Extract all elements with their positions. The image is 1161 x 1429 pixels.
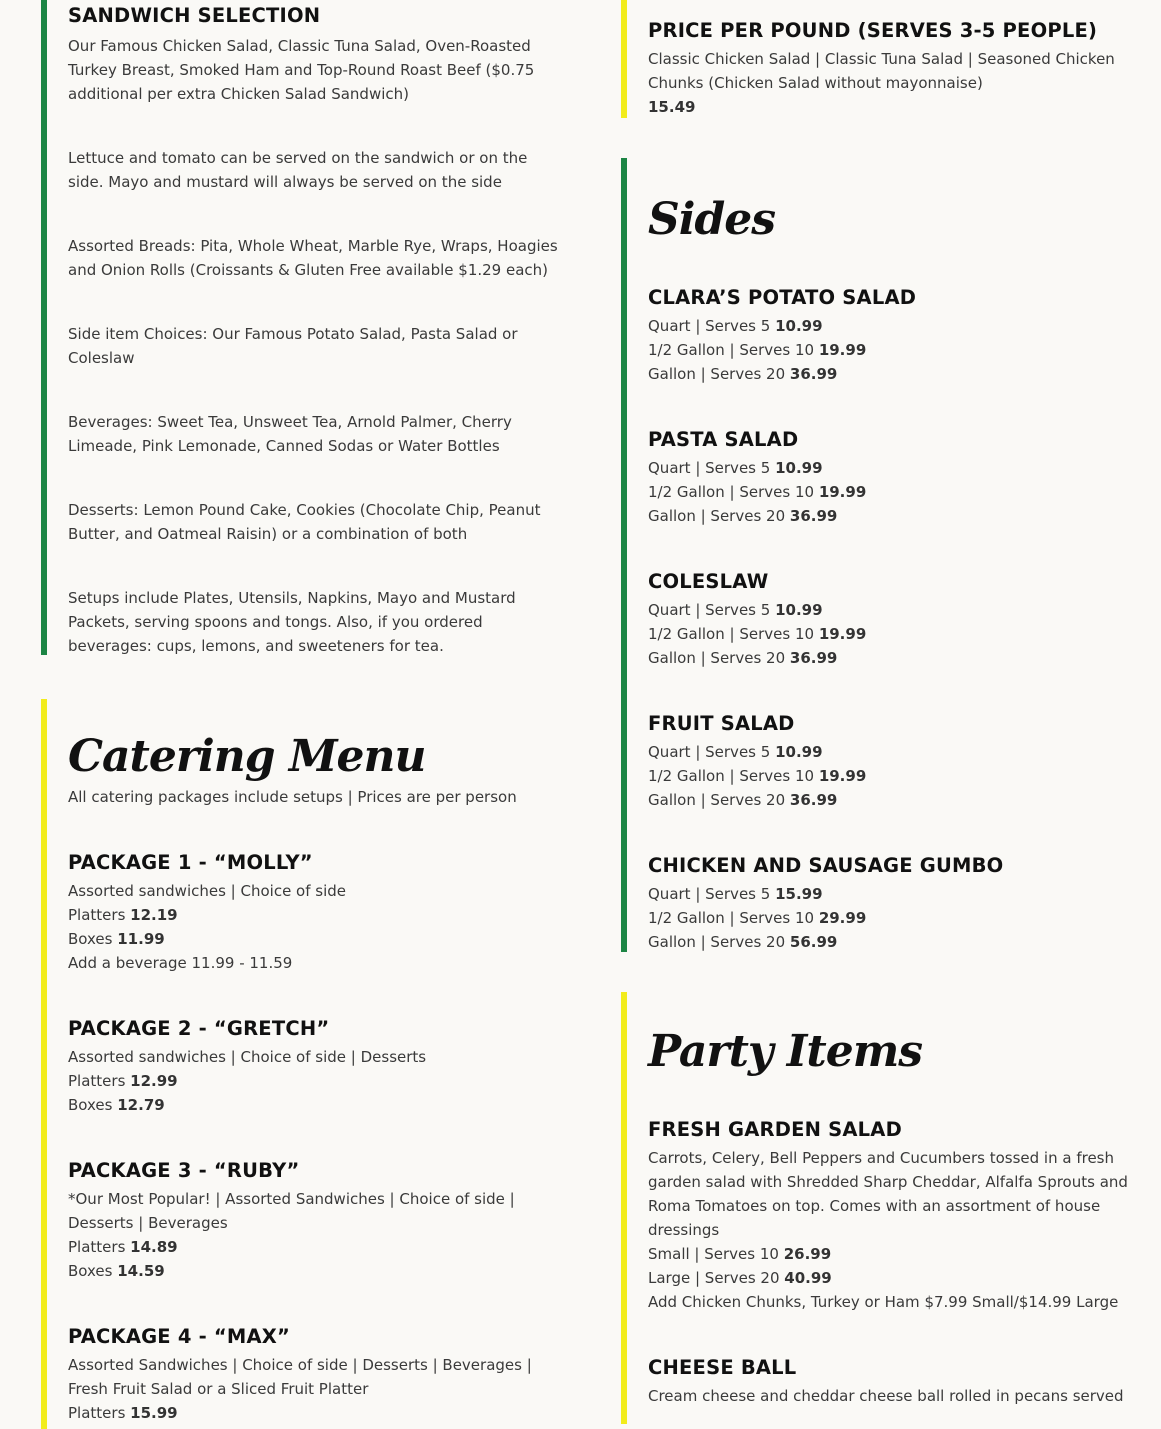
price-per-pound-desc: Classic Chicken Salad | Classic Tuna Salad | Seasoned Chicken Chunks (Chicken Salad without mayonnaise) [648,50,1115,92]
package-title: PACKAGE 2 - “GRETCH” [68,1017,330,1040]
catering-menu-section [41,699,561,1429]
price-value: 14.59 [117,1262,165,1280]
price-label: Large | Serves 20 [648,1269,780,1287]
price-value: 29.99 [818,909,867,927]
party-items-section [621,992,1141,1424]
package-desc: Assorted sandwiches | Choice of side | Desserts [68,1048,427,1066]
sandwich-paragraph: Beverages: Sweet Tea, Unsweet Tea, Arnold Palmer, Cherry Limeade, Pink Lemonade, Canned Sodas or Water Bottles [68,413,512,455]
price-line [648,764,1141,788]
package-desc: Assorted Sandwiches | Choice of side | Desserts | Beverages | Fresh Fruit Salad or a Sliced Fruit Platter [68,1356,532,1398]
price-label: 1/2 Gallon | Serves 10 [648,625,815,643]
sides-heading: Sides [648,194,776,245]
price-line [68,1069,561,1093]
price-label: Gallon | Serves 20 [648,649,786,667]
side-item-title: COLESLAW [648,570,769,593]
price-label: Quart | Serves 5 [648,459,771,477]
price-line [648,622,1141,646]
sandwich-paragraph: Lettuce and tomato can be served on the sandwich or on the side. Mayo and mustard will always be served on the side [68,149,528,191]
package-title: PACKAGE 4 - “MAX” [68,1325,291,1348]
package-desc: *Our Most Popular! | Assorted Sandwiches | Choice of side | Desserts | Beverages [68,1190,515,1232]
price-value: 56.99 [789,933,838,951]
price-line [648,1242,1141,1266]
party-item-extra: Add Chicken Chunks, Turkey or Ham $7.99 Small/$14.99 Large [648,1293,1119,1311]
party-item [648,1118,1141,1314]
price-label: Quart | Serves 5 [648,317,771,335]
price-line [648,882,1141,906]
price-label: Boxes [68,930,113,948]
price-value: 19.99 [818,625,867,643]
price-value: 15.99 [775,885,823,903]
price-value: 36.99 [789,649,838,667]
price-label: Boxes [68,1096,113,1114]
price-line [648,338,1141,362]
sandwich-paragraph: Assorted Breads: Pita, Whole Wheat, Marble Rye, Wraps, Hoagies and Onion Rolls (Croissants & Gluten Free available $1.29 each) [68,237,558,279]
price-line [648,456,1141,480]
price-label: Gallon | Serves 20 [648,507,786,525]
price-line [68,1235,561,1259]
right-column [621,0,1141,1424]
sandwich-paragraph: Our Famous Chicken Salad, Classic Tuna Salad, Oven-Roasted Turkey Breast, Smoked Ham and Top-Round Roast Beef ($0.75 additional per extra Chicken Salad Sandwich) [68,37,535,103]
price-label: Boxes [68,1262,113,1280]
price-per-pound-value: 15.49 [648,98,696,116]
side-item [648,712,1141,812]
price-value: 10.99 [775,743,823,761]
party-item-desc: Cream cheese and cheddar cheese ball rolled in pecans served [648,1387,1124,1405]
price-line [648,314,1141,338]
price-line [68,1093,561,1117]
price-line [68,1259,561,1283]
package-item [68,1325,561,1425]
price-label: 1/2 Gallon | Serves 10 [648,909,815,927]
party-item-title: CHEESE BALL [648,1356,797,1379]
price-label: Gallon | Serves 20 [648,365,786,383]
sandwich-selection-title: SANDWICH SELECTION [68,4,321,27]
sandwich-selection-section [41,0,561,655]
price-line [648,930,1141,954]
price-value: 14.89 [130,1238,178,1256]
price-label: Gallon | Serves 20 [648,791,786,809]
side-item [648,570,1141,670]
price-line [68,903,561,927]
package-desc: Assorted sandwiches | Choice of side [68,882,347,900]
sandwich-paragraph: Desserts: Lemon Pound Cake, Cookies (Chocolate Chip, Peanut Butter, and Oatmeal Raisin) or a combination of both [68,501,541,543]
price-label: Quart | Serves 5 [648,743,771,761]
price-line [648,740,1141,764]
price-value: 36.99 [789,507,838,525]
price-value: 40.99 [784,1269,832,1287]
price-value: 12.19 [130,906,178,924]
sides-section [621,158,1141,952]
price-line [648,646,1141,670]
price-line [68,1401,561,1425]
price-value: 26.99 [783,1245,832,1263]
price-value: 19.99 [818,767,867,785]
price-line [648,906,1141,930]
side-item [648,428,1141,528]
catering-menu-heading: Catering Menu [68,731,426,782]
side-item-title: FRUIT SALAD [648,712,795,735]
price-line [648,504,1141,528]
price-line [648,480,1141,504]
price-label: Small | Serves 10 [648,1245,779,1263]
side-item [648,854,1141,954]
price-value: 36.99 [789,791,838,809]
catering-intro: All catering packages include setups | Prices are per person [68,788,517,806]
side-item-title: PASTA SALAD [648,428,799,451]
sandwich-paragraph: Setups include Plates, Utensils, Napkins, Mayo and Mustard Packets, serving spoons and tongs. Also, if you ordered beverages: cups, lemons, and sweeteners for tea. [68,589,516,655]
price-label: Platters [68,1072,126,1090]
package-title: PACKAGE 3 - “RUBY” [68,1159,300,1182]
left-column [41,0,561,1429]
price-label: Platters [68,1404,126,1422]
sandwich-paragraph: Side item Choices: Our Famous Potato Salad, Pasta Salad or Coleslaw [68,325,518,367]
price-label: Gallon | Serves 20 [648,933,786,951]
package-item [68,1017,561,1117]
price-label: Quart | Serves 5 [648,885,771,903]
side-item [648,286,1141,386]
price-line [648,362,1141,386]
side-item-title: CLARA’S POTATO SALAD [648,286,917,309]
price-per-pound-section [621,0,1141,118]
price-value: 12.79 [117,1096,165,1114]
price-label: Platters [68,906,126,924]
price-per-pound-title: PRICE PER POUND (SERVES 3-5 PEOPLE) [648,19,1098,42]
side-item-title: CHICKEN AND SAUSAGE GUMBO [648,854,1004,877]
price-line [648,1266,1141,1290]
price-value: 15.99 [130,1404,178,1422]
party-items-heading: Party Items [648,1026,923,1077]
price-value: 19.99 [818,341,867,359]
price-value: 10.99 [775,601,823,619]
package-item [68,851,561,975]
party-item [648,1356,1141,1408]
price-value: 10.99 [775,317,823,335]
price-line [648,788,1141,812]
price-label: 1/2 Gallon | Serves 10 [648,483,815,501]
price-line [68,927,561,951]
party-item-title: FRESH GARDEN SALAD [648,1118,902,1141]
price-value: 12.99 [130,1072,178,1090]
price-value: 36.99 [789,365,838,383]
price-label: Platters [68,1238,126,1256]
price-value: 11.99 [117,930,165,948]
price-label: 1/2 Gallon | Serves 10 [648,341,815,359]
price-value: 19.99 [818,483,867,501]
package-title: PACKAGE 1 - “MOLLY” [68,851,313,874]
price-label: 1/2 Gallon | Serves 10 [648,767,815,785]
price-value: 10.99 [775,459,823,477]
package-item [68,1159,561,1283]
party-item-desc: Carrots, Celery, Bell Peppers and Cucumbers tossed in a fresh garden salad with Shredded Sharp Cheddar, Alfalfa Sprouts and Roma Tomatoes on top. Comes with an assortment of house dressings [648,1149,1128,1239]
package-extra: Add a beverage 11.99 - 11.59 [68,954,293,972]
price-line [648,598,1141,622]
price-label: Quart | Serves 5 [648,601,771,619]
